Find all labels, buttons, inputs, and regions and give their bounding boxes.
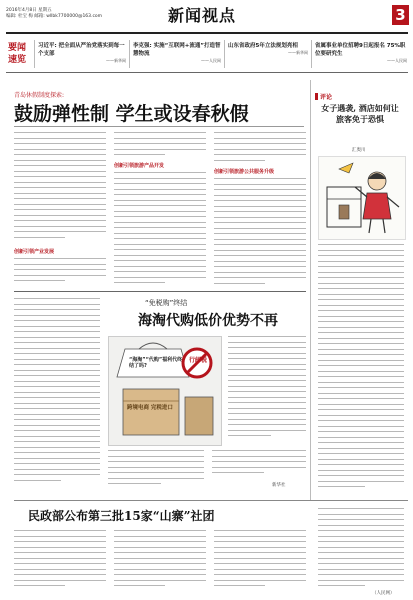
second-article-headline[interactable]: 海淘代购低价优势不再 [138,313,278,329]
ticker-item-text: 山东省政府5年立法规划亮相 [228,43,298,49]
page-number: 3 [392,5,409,25]
ticker-item-source: ——新华网 [288,50,308,55]
main-article-body-col-3b [214,178,306,286]
main-article-kicker: 青岛休假制度探索: [14,92,65,99]
main-article-body-col-1b [14,258,106,286]
bottom-article-body-col-4 [318,508,404,586]
section-title: 新闻视点 [168,6,237,25]
ticker-item[interactable] [315,42,407,64]
ticker-item-source: ——人民网 [387,58,407,63]
subhead-product: 创新引领旅游产品开发 [114,163,165,169]
date-line: 2016年4月8日 星期五 [6,8,52,13]
main-article-body-col-2 [114,132,206,160]
ticker-item-text: 习近平: 把全面从严治党落实到每一个支部 [38,43,125,57]
masthead-rule [6,32,408,34]
ticker-item[interactable] [133,42,221,64]
headline-rule [14,126,304,127]
ticker-item[interactable] [38,42,126,64]
masthead-meta [6,8,166,20]
bottom-article-body-col-3 [214,530,306,592]
bottom-article-headline[interactable]: 民政部公布第三批15家“山寨”社团 [28,509,215,523]
subhead-industry: 创新引领产业发展 [14,249,55,255]
ticker-item-source: ——人民网 [201,58,221,63]
main-article-headline[interactable]: 鼓励弹性制 学生或设春秋假 [14,103,249,125]
ticker-item-text: 李克强: 实施“互联网+流通”打造智慧物流 [133,43,221,57]
article-rule [14,291,306,292]
commentary-body [318,244,404,498]
customs-illustration [108,336,222,446]
commentary-author: 汇奥川 [352,148,366,153]
bottom-article-body-col-1 [14,530,106,592]
ticker-item-text: 省属事业单位招聘9日起报名 75%职位要研究生 [315,43,406,57]
customs-graphic [109,337,221,445]
main-article-body-col-3 [214,132,306,164]
commentary-tag: 评论 [320,94,333,101]
second-article-source: 新华社 [272,483,286,488]
commentary-headline[interactable]: 女子遇袭, 酒店如何让旅客免于恐惧 [321,103,399,124]
ticker-divider [34,40,35,68]
bottom-article-body-col-2 [114,530,206,592]
commentary-cartoon [318,156,406,240]
ticker-item[interactable] [228,42,308,56]
commentary-tag-marker [315,93,318,100]
second-article-body-col-3 [228,336,306,444]
ticker-item-source: ——新华网 [106,58,126,63]
main-article-body-col-2b [114,172,206,286]
second-article-body-col-2 [108,450,204,490]
cartoon-illustration [319,157,405,239]
main-article-body-col-1 [14,132,106,244]
stamp-label: 行邮税 [188,357,207,364]
second-article-body-col-1 [14,298,100,490]
bottom-rule [14,500,408,501]
subhead-service: 创新引领旅游公共服务升级 [214,169,275,175]
ticker-label: 要闻速览 [8,43,27,65]
column-divider [310,80,311,500]
second-article-body-col-4 [212,450,306,480]
ticker-rule [6,72,408,73]
editor-line: 编辑: 杜宝 梅 邮箱: wllbk7700000@163.com [6,14,103,19]
ticker-divider [311,40,312,68]
bottom-article-source: （人民网） [372,591,395,596]
box-label: 跨境电商 完税进口 [127,405,173,411]
bag-label: “海淘”“代购”福利代终结了吗? [129,357,183,369]
ticker-divider [129,40,130,68]
ticker-divider [224,40,225,68]
second-article-kicker: “免税购”终结 [145,299,188,307]
